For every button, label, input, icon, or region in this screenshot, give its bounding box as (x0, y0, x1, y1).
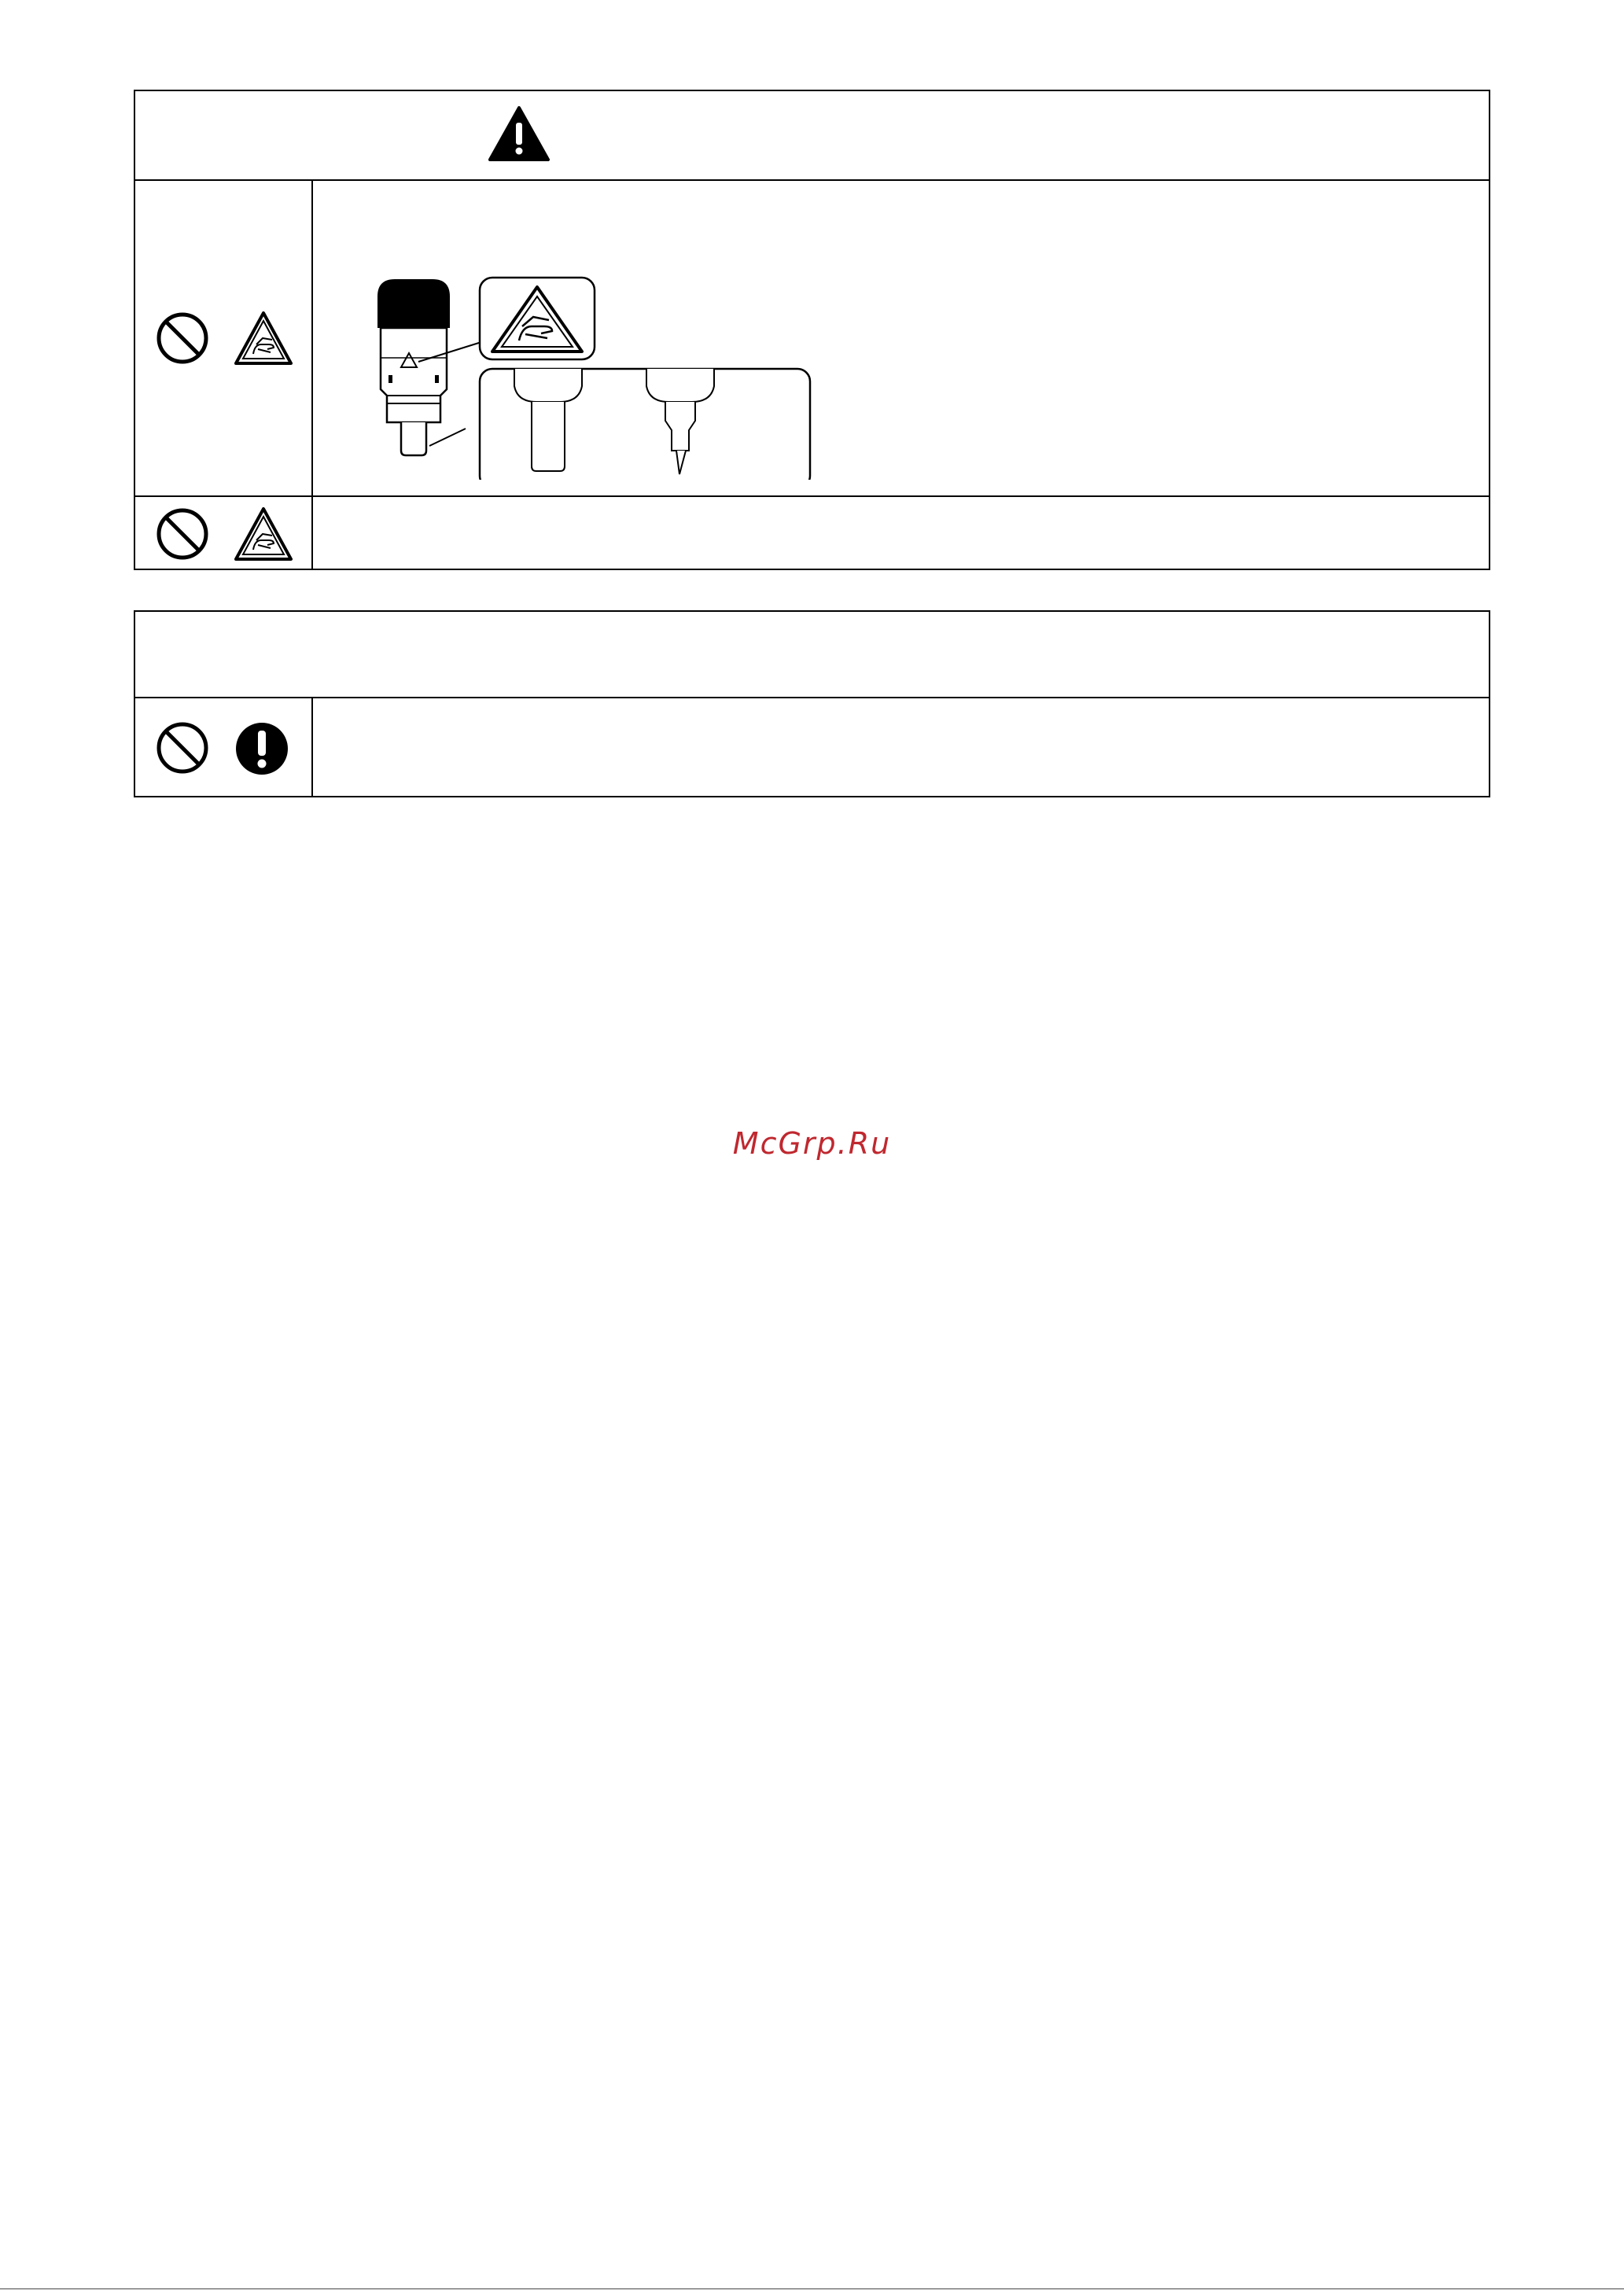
mandatory-action-icon (234, 721, 289, 776)
hand-cut-hazard-icon (233, 310, 294, 366)
page-footer-line (0, 2288, 1624, 2289)
column-divider (311, 697, 313, 797)
watermark: McGrp.Ru (732, 1126, 892, 1161)
prohibition-icon (156, 311, 209, 365)
warning-row-2 (135, 497, 1489, 570)
caution-header-row (135, 612, 1489, 697)
cutter-holder-illustration (371, 263, 953, 480)
warning-table (134, 90, 1490, 570)
prohibition-icon (156, 721, 209, 775)
caution-table (134, 610, 1490, 797)
warning-header-row (135, 91, 1489, 179)
caution-row-1 (135, 698, 1489, 797)
warning-triangle-icon (488, 105, 551, 162)
warning-row-1 (135, 181, 1489, 495)
hand-cut-hazard-icon (233, 506, 294, 562)
column-divider (311, 179, 313, 570)
prohibition-icon (156, 507, 209, 561)
